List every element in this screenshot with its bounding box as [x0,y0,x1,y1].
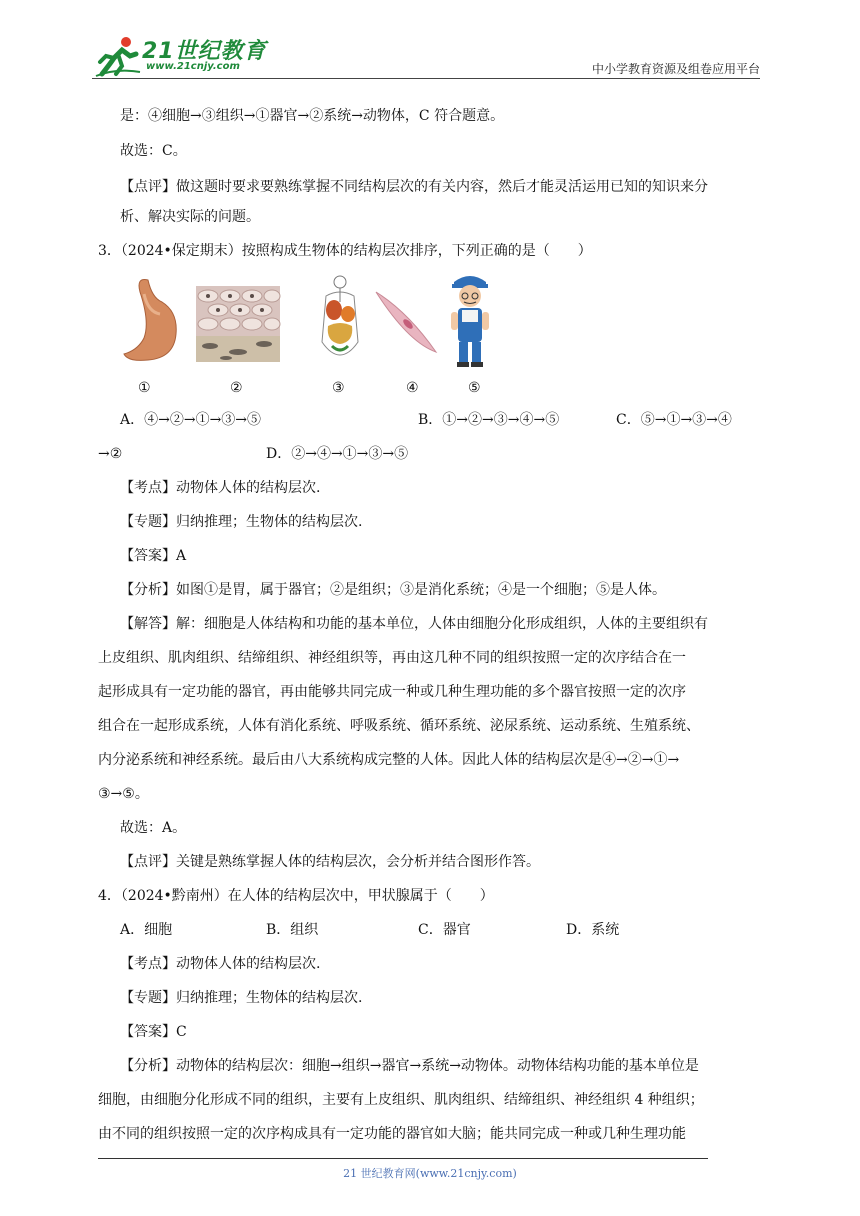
choice-line: 故选：C。 [120,143,187,159]
logo-url: www.21cnjy.com [146,61,240,72]
fenxi-4-line3: 由不同的组织按照一定的次序构成具有一定功能的器官如大脑；能共同完成一种或几种生理功能 [98,1126,686,1142]
logo-text: 21世纪教育 [142,39,267,64]
dianping-3: 【点评】关键是熟练掌握人体的结构层次，会分析并结合图形作答。 [120,854,540,870]
q4-option-a: A．细胞 [120,922,173,938]
page-header [92,30,760,80]
jieda-3-line2: 上皮组织、肌肉组织、结缔组织、神经组织等，再由这几种不同的组织按照一定的次序结合在一 [98,650,686,666]
zhuanti-4: 【专题】归纳推理；生物体的结构层次. [120,990,363,1006]
option-b: B．①→②→③→④→⑤ [418,412,560,428]
guxuan-3: 故选：A。 [120,820,187,836]
fenxi-4-line2: 细胞，由细胞分化形成不同的组织，主要有上皮组织、肌肉组织、结缔组织、神经组织 4 种组织； [98,1092,704,1108]
fenxi-3: 【分析】如图①是胃，属于器官；②是组织；③是消化系统；④是一个细胞；⑤是人体。 [120,582,666,598]
figure-label-5: ⑤ [468,380,481,396]
q4-option-c: C．器官 [418,922,471,938]
jieda-3-line6: ③→⑤。 [98,786,149,802]
site-logo[interactable] [92,34,272,78]
footer-link[interactable]: 21 世纪教育网(www.21cnjy.com) [343,1167,517,1180]
header-divider [92,78,760,79]
answer-line: 是：④细胞→③组织→①器官→②系统→动物体，C 符合题意。 [120,108,505,124]
comment-line: 【点评】做这题时要求要熟练掌握不同结构层次的有关内容，然后才能灵活运用已知的知识来分 [120,179,708,195]
fenxi-4-line1: 【分析】动物体的结构层次：细胞→组织→器官→系统→动物体。动物体结构功能的基本单位是 [120,1058,699,1074]
platform-name: 中小学教育资源及组卷应用平台 [591,62,760,76]
jieda-3-line1: 【解答】解：细胞是人体结构和功能的基本单位，人体由细胞分化形成组织，人体的主要组织有 [120,616,708,632]
question-4: 4．（2024•黔南州）在人体的结构层次中，甲状腺属于（ ） [98,888,494,904]
digestive-system-image [322,276,358,355]
question-3: 3．（2024•保定期末）按照构成生物体的结构层次排序，下列正确的是（ ） [98,243,592,259]
figure-label-3: ③ [332,380,345,396]
runner-logo-icon [92,34,142,78]
question-3-figures [118,272,508,372]
tissue-image [196,286,280,362]
option-c-cont: →② [98,446,123,462]
stomach-image [124,280,176,361]
kaodian-3: 【考点】动物体人体的结构层次. [120,480,321,496]
human-image [451,276,489,367]
comment-line-cont: 析、解决实际的问题。 [120,209,260,225]
answer-4: 【答案】C [120,1024,187,1040]
jieda-3-line4: 组合在一起形成系统，人体有消化系统、呼吸系统、循环系统、泌尿系统、运动系统、生殖系统、 [98,718,700,734]
jieda-3-line5: 内分泌系统和神经系统。最后由八大系统构成完整的人体。因此人体的结构层次是④→②→①→ [98,752,680,768]
figure-label-4: ④ [406,380,419,396]
q4-option-d: D．系统 [566,922,620,938]
figure-label-1: ① [138,380,151,396]
option-c: C．⑤→①→③→④ [616,412,732,428]
cell-image [376,292,436,352]
jieda-3-line3: 起形成具有一定功能的器官，再由能够共同完成一种或几种生理功能的多个器官按照一定的次序 [98,684,686,700]
option-d: D．②→④→①→③→⑤ [266,446,409,462]
option-a: A．④→②→①→③→⑤ [120,412,262,428]
q4-option-b: B．组织 [266,922,319,938]
kaodian-4: 【考点】动物体人体的结构层次. [120,956,321,972]
answer-3: 【答案】A [120,548,187,564]
zhuanti-3: 【专题】归纳推理；生物体的结构层次. [120,514,363,530]
footer-divider [98,1158,708,1159]
figure-label-2: ② [230,380,243,396]
